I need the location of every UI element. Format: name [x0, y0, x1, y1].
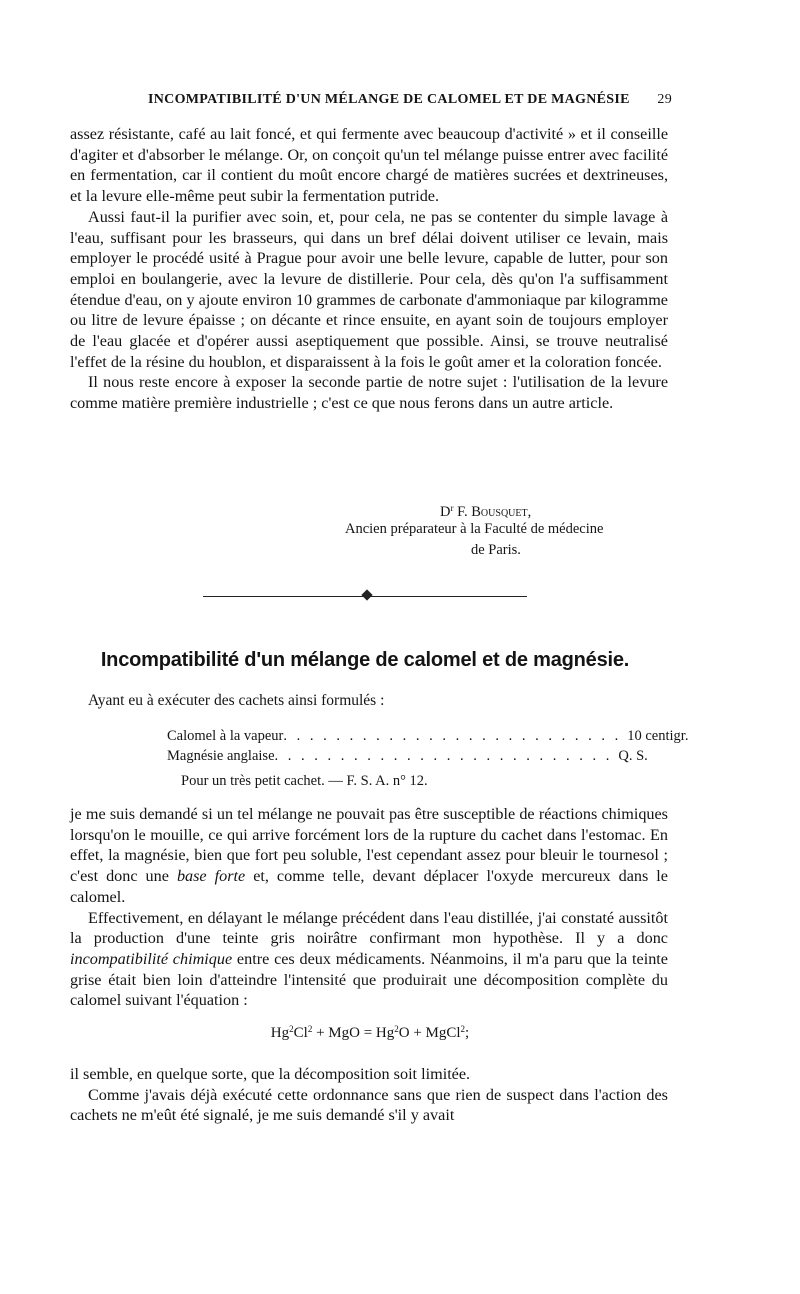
prescription-line: Magnésie anglaise . . . . . . . . . . . . . . . . . . . . . . . . . . Q. S.: [167, 748, 648, 764]
running-head-title: INCOMPATIBILITÉ D'UN MÉLANGE DE CALOMEL ET DE MAGNÉSIE: [148, 92, 630, 107]
article-body: [70, 804, 668, 1011]
paragraph: je me suis demandé si un tel mélange ne pouvait pas être susceptible de réactions chimiques lorsqu'on le mouille, ce qui arrive forcément lors de la rupture du cachet dans l'estomac. En effet, la magnésie, bien que fort peu soluble, l'est cependant assez pour bleuir le tournesol ; c'est donc une base forte et, comme telle, devant déplacer l'oxyde mercureux dans le calomel.: [70, 805, 668, 906]
article-intro: Ayant eu à exécuter des cachets ainsi formulés :: [88, 692, 385, 709]
article-body-continued: [70, 1064, 668, 1126]
divider-ornament: [361, 589, 372, 600]
paragraph: il semble, en quelque sorte, que la décomposition soit limitée.: [70, 1065, 471, 1083]
author-name: $D^r$ F. Bousquet,: [440, 503, 532, 520]
paragraph: Comme j'avais déjà exécuté cette ordonnance sans que rien de suspect dans l'action des cachets ne m'eût été signalé, je me suis demandé s'il y avait: [70, 1085, 668, 1125]
author-city: de Paris.: [471, 542, 521, 558]
prescription-footer: Pour un très petit cachet. — F. S. A. n° 12.: [181, 773, 428, 789]
paragraph: Il nous reste encore à exposer la seconde partie de notre sujet : l'utilisation de la levure comme matière première industrielle ; c'est ce que nous ferons dans un autre article.: [70, 373, 668, 413]
running-head: [148, 92, 672, 108]
chemical-equation: $Hg^2Cl^2$ + MgO = $Hg^2O$ + MgCl$^2$;: [270, 1024, 470, 1041]
page-number: 29: [657, 92, 672, 107]
previous-article-text: [70, 124, 668, 414]
author-affiliation: Ancien préparateur à la Faculté de médecine: [345, 521, 604, 537]
paragraph: assez résistante, café au lait foncé, et qui fermente avec beaucoup d'activité » et il conseille d'agiter et d'absorber le mélange. Or, on conçoit qu'un tel mélange puisse entrer avec facilité en fermentation, car il contient du moût encore chargé de matières sucrées et dextrineuses, et la levure elle-même peut subir la fermentation putride.: [70, 125, 668, 206]
prescription-line: Calomel à la vapeur . . . . . . . . . . . . . . . . . . . . . . . . . . 10 centigr.: [167, 728, 689, 744]
paragraph: Aussi faut-il la purifier avec soin, et, pour cela, ne pas se contenter du simple lavage à l'eau, suffisant pour les brasseurs, qui dans un bref délai doivent utiliser ce levain, mais employer le procédé usité à Prague pour avoir une belle levure, capable de lutter, pour son emploi en boulangerie, avec la levure de distillerie. Pour cela, dès qu'on l'a suffisamment étendue d'eau, on y ajoute environ 10 grammes de carbonate d'ammoniaque par kilogramme ou litre de levure épaisse ; on décante et rince ensuite, en ayant soin de toujours employer de l'eau glacée et d'opérer aussi aseptiquement que possible. Ainsi, se trouve neutralisé l'effet de la résine du houblon, et disparaissent à la fois le goût amer et la coloration foncée.: [70, 207, 668, 371]
article-title: Incompatibilité d'un mélange de calomel et de magnésie.: [100, 649, 630, 671]
prescription: [167, 726, 689, 791]
paragraph: Effectivement, en délayant le mélange précédent dans l'eau distillée, j'ai constaté aussitôt la production d'une teinte gris noirâtre confirmant mon hypothèse. Il y a donc incompatibilité chimique entre ces deux médicaments. Néanmoins, il m'a paru que la teinte grise était bien loin d'atteindre l'intensité que produirait une décomposition complète du calomel suivant l'équation :: [70, 908, 668, 1010]
